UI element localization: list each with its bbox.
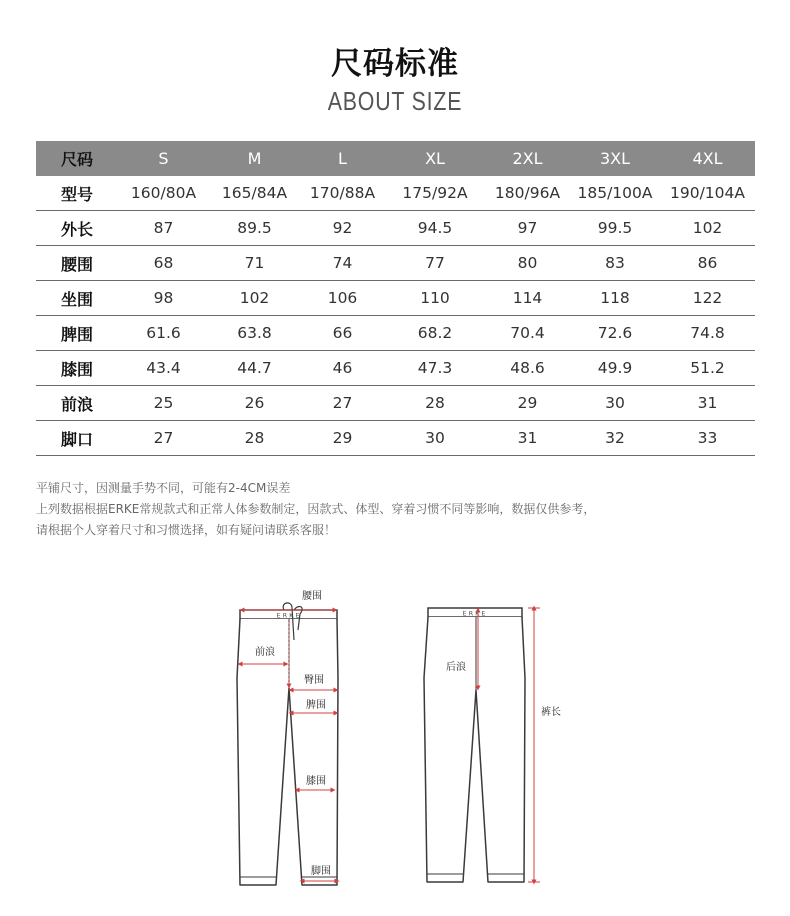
header-cell-m: M bbox=[209, 141, 300, 176]
table-cell: 49.9 bbox=[597, 359, 633, 377]
table-cell: 68 bbox=[153, 254, 174, 272]
row-label: 型号 bbox=[60, 184, 93, 204]
table-cell: 30 bbox=[425, 429, 445, 447]
table-cell: 51.2 bbox=[690, 359, 725, 377]
table-cell: 114 bbox=[512, 289, 543, 307]
label-hip: 臀围 bbox=[304, 675, 324, 686]
table-cell: 72.6 bbox=[597, 324, 633, 342]
back-pants-outline bbox=[424, 617, 525, 882]
table-cell: 74 bbox=[332, 254, 353, 272]
table-cell: 66 bbox=[332, 324, 353, 342]
size-table bbox=[36, 141, 755, 456]
note-line: 请根据个人穿着尺寸和习惯选择，如有疑问请联系客服！ bbox=[36, 523, 337, 537]
table-cell: 68.2 bbox=[417, 324, 453, 342]
table-cell: 102 bbox=[692, 219, 723, 237]
table-cell: 31 bbox=[697, 394, 718, 412]
label-hem: 脚围 bbox=[311, 866, 331, 877]
table-cell: 30 bbox=[605, 394, 625, 412]
table-cell: 29 bbox=[517, 394, 538, 412]
table-cell: 180/96A bbox=[494, 184, 561, 202]
front-pants-illustration bbox=[237, 590, 338, 885]
table-cell: 28 bbox=[244, 429, 265, 447]
table-cell: 175/92A bbox=[402, 184, 468, 202]
table-cell: 29 bbox=[332, 429, 353, 447]
label-knee: 膝围 bbox=[306, 776, 326, 787]
table-cell: 70.4 bbox=[510, 324, 545, 342]
table-cell: 94.5 bbox=[417, 219, 453, 237]
table-cell: 47.3 bbox=[417, 359, 453, 377]
header-cell-4xl: 4XL bbox=[660, 141, 755, 176]
table-cell: 190/104A bbox=[670, 184, 745, 202]
front-pants-outline bbox=[237, 619, 338, 885]
back-pants-illustration bbox=[424, 608, 561, 882]
table-cell: 61.6 bbox=[146, 324, 181, 342]
header-cell-l: L bbox=[300, 141, 385, 176]
table-cell: 122 bbox=[692, 289, 723, 307]
page-title: 尺码标准 bbox=[331, 46, 459, 82]
table-cell: 99.5 bbox=[597, 219, 633, 237]
table-row bbox=[36, 246, 755, 281]
back-waistband-text: ERKE bbox=[462, 609, 488, 618]
table-cell: 44.7 bbox=[237, 359, 272, 377]
page-subtitle: ABOUT SIZE bbox=[327, 86, 463, 116]
label-front-rise: 前浪 bbox=[255, 647, 275, 658]
front-waistband-text: ERKE bbox=[276, 611, 302, 620]
header-cell-3xl: 3XL bbox=[570, 141, 660, 176]
table-cell: 98 bbox=[153, 289, 174, 307]
table-cell: 83 bbox=[605, 254, 625, 272]
table-cell: 74.8 bbox=[690, 324, 725, 342]
label-back-rise: 后浪 bbox=[446, 662, 466, 673]
label-waist: 腰围 bbox=[302, 591, 322, 602]
table-cell: 170/88A bbox=[309, 184, 376, 202]
table-cell: 86 bbox=[697, 254, 718, 272]
header-cell-xl: XL bbox=[385, 141, 485, 176]
table-row bbox=[36, 316, 755, 351]
table-cell: 32 bbox=[605, 429, 625, 447]
table-cell: 71 bbox=[244, 254, 265, 272]
table-cell: 63.8 bbox=[237, 324, 272, 342]
table-row bbox=[36, 281, 755, 316]
row-label: 脾围 bbox=[60, 324, 93, 344]
table-cell: 110 bbox=[420, 289, 450, 307]
table-cell: 89.5 bbox=[237, 219, 272, 237]
measurement-diagram bbox=[0, 570, 790, 900]
table-cell: 118 bbox=[600, 289, 630, 307]
row-label: 腰围 bbox=[60, 254, 93, 274]
table-cell: 48.6 bbox=[510, 359, 545, 377]
label-thigh: 脾围 bbox=[306, 700, 326, 711]
table-cell: 80 bbox=[517, 254, 538, 272]
table-cell: 87 bbox=[153, 219, 174, 237]
table-row bbox=[36, 176, 755, 211]
table-row bbox=[36, 386, 755, 421]
row-label: 外长 bbox=[60, 219, 93, 239]
table-cell: 27 bbox=[153, 429, 174, 447]
table-cell: 27 bbox=[332, 394, 353, 412]
header-cell-2xl: 2XL bbox=[485, 141, 570, 176]
row-label: 前浪 bbox=[60, 394, 93, 414]
row-label: 脚口 bbox=[60, 429, 93, 449]
table-cell: 165/84A bbox=[221, 184, 288, 202]
table-row bbox=[36, 351, 755, 386]
table-cell: 46 bbox=[332, 359, 353, 377]
header-cell-s: S bbox=[118, 141, 209, 176]
table-cell: 31 bbox=[517, 429, 538, 447]
table-cell: 106 bbox=[327, 289, 358, 307]
table-cell: 97 bbox=[517, 219, 538, 237]
notes bbox=[36, 478, 595, 541]
table-cell: 28 bbox=[425, 394, 445, 412]
table-cell: 25 bbox=[153, 394, 174, 412]
table-cell: 33 bbox=[697, 429, 718, 447]
label-length: 裤长 bbox=[541, 707, 561, 718]
table-row bbox=[36, 421, 755, 456]
table-cell: 77 bbox=[425, 254, 445, 272]
size-header-row bbox=[36, 141, 755, 176]
table-cell: 92 bbox=[332, 219, 353, 237]
row-label: 膝围 bbox=[60, 359, 93, 379]
header-cell-size-label: 尺码 bbox=[36, 141, 118, 176]
table-cell: 43.4 bbox=[146, 359, 181, 377]
table-cell: 185/100A bbox=[577, 184, 653, 202]
table-row bbox=[36, 211, 755, 246]
note-line: 上列数据根据ERKE常规款式和正常人体参数制定，因款式、体型、穿着习惯不同等影响，数据仅供参考， bbox=[36, 502, 596, 516]
table-cell: 26 bbox=[244, 394, 265, 412]
table-cell: 102 bbox=[239, 289, 270, 307]
note-line: 平铺尺寸，因测量手势不同，可能有2-4CM误差 bbox=[36, 481, 291, 495]
row-label: 坐围 bbox=[60, 289, 93, 309]
table-cell: 160/80A bbox=[130, 184, 197, 202]
